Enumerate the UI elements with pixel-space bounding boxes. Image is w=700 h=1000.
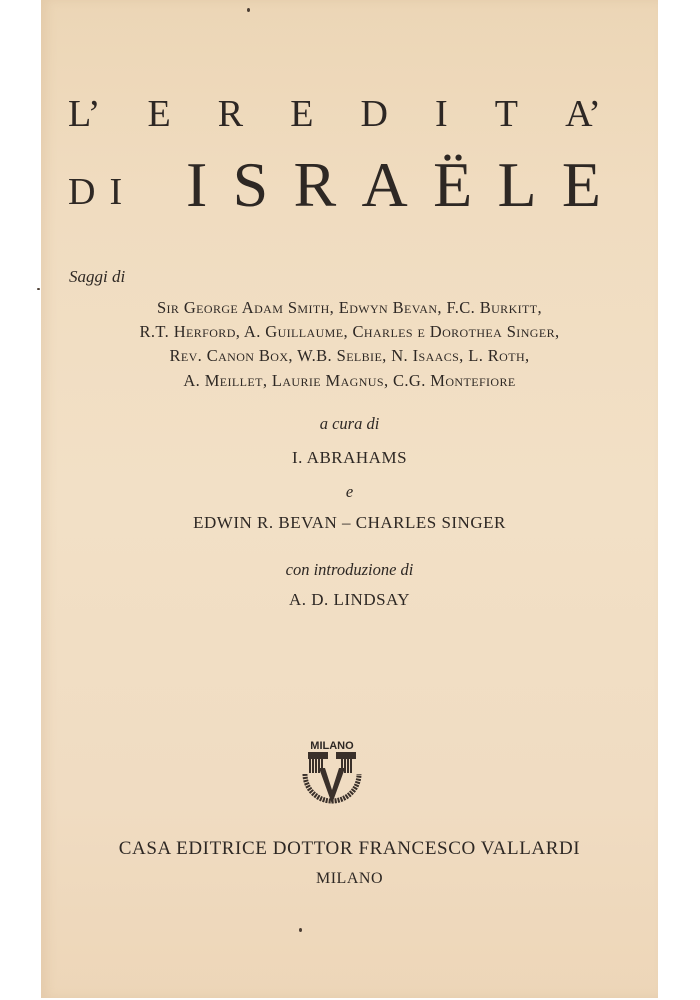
editors-conjunction: e [345,482,354,501]
title-letter: S [232,149,269,220]
title-line-2 [68,150,601,220]
title-letter: R [293,149,337,220]
publisher-name: CASA EDITRICE DOTTOR FRANCESCO VALLARDI [118,838,581,859]
title-letter: L [497,149,537,220]
introduction-author: A. D. LINDSAY [288,590,411,609]
editors-label: a cura di [319,414,380,433]
paper-speck [37,288,40,290]
svg-text:MILANO: MILANO [310,740,354,752]
title-letter: T [494,93,518,135]
title-letter: L’ [68,93,101,135]
title-letter: D [360,93,388,135]
editor-1: I. ABRAHAMS [291,448,408,467]
title-letter: R [217,93,244,135]
title-page [41,0,658,998]
title-letter: E [147,93,171,135]
introduction-label: con introduzione di [285,560,414,579]
authors-line: A. Meillet, Laurie Magnus, C.G. Montefiore [183,371,516,390]
title-prefix: DI [68,171,137,213]
essays-label: Saggi di [69,267,126,286]
title-letter: A [361,149,408,220]
paper-speck [299,928,302,932]
title-letter: E [290,93,314,135]
authors-line: R.T. Herford, A. Guillaume, Charles e Dorothea Singer, [139,322,560,341]
title-main-word [186,150,601,220]
authors-line: Rev. Canon Box, W.B. Selbie, N. Isaacs, L. Roth, [169,346,530,365]
paper-speck [247,8,250,12]
title-letter: I [186,149,208,220]
publisher-city: MILANO [316,870,383,887]
authors-line: Sir George Adam Smith, Edwyn Bevan, F.C. Burkitt, [156,298,543,317]
vallardi-monogram-icon [297,738,367,813]
editor-2: EDWIN R. BEVAN – CHARLES SINGER [193,513,506,532]
title-letter: I [435,93,448,135]
title-letter: Ë [433,149,473,220]
title-letter: E [561,149,601,220]
title-line-1 [68,92,601,136]
title-letter: A’ [565,93,601,135]
publisher-logo [297,738,367,813]
